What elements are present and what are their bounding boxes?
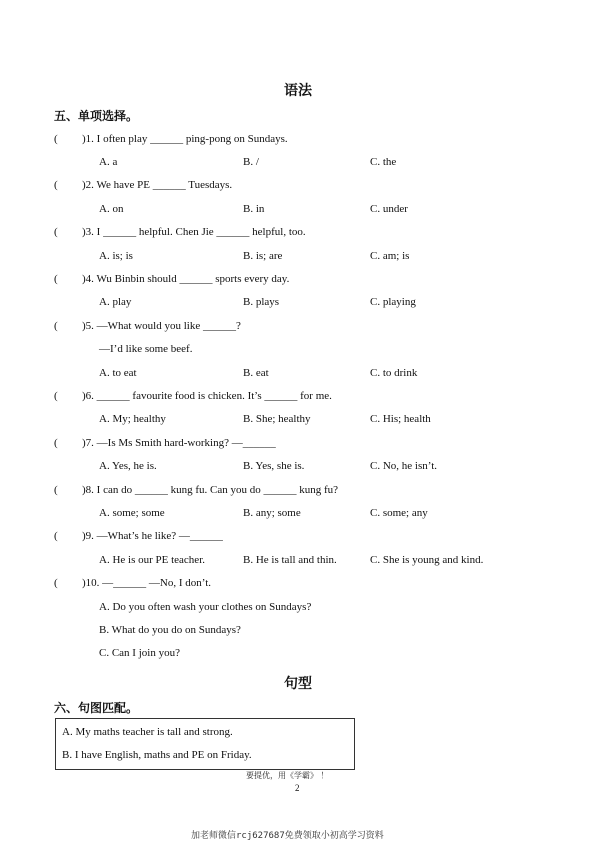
answer-blank[interactable]: ( [54,577,58,589]
page-number: 2 [295,783,300,793]
section-heading: 五、单项选择。 [54,109,139,123]
option-c: C. to drink [370,367,418,379]
answer-blank[interactable]: ( [54,273,58,285]
option-a: A. play [99,296,132,308]
option-c: C. She is young and kind. [370,554,484,566]
question-stem: )7. —Is Ms Smith hard-working? —______ [82,437,276,449]
question-stem: )1. I often play ______ ping-pong on Sundays. [82,133,288,145]
option-b: B. Yes, she is. [243,460,305,472]
option-b: B. any; some [243,507,301,519]
section-heading: 六、句图匹配。 [54,701,139,715]
option-c: C. playing [370,296,416,308]
question-stem: )6. ______ favourite food is chicken. It’s ______ for me. [82,390,332,402]
answer-blank[interactable]: ( [54,484,58,496]
option-c: C. under [370,203,408,215]
option-a: A. Do you often wash your clothes on Sundays? [99,601,312,613]
option-c: C. His; health [370,413,431,425]
question-stem: )10. —______ —No, I don’t. [82,577,212,589]
sentence-item: B. I have English, maths and PE on Friday. [62,749,252,761]
option-b: B. eat [243,367,269,379]
answer-blank[interactable]: ( [54,437,58,449]
answer-blank[interactable]: ( [54,390,58,402]
option-a: A. a [99,156,118,168]
option-a: A. to eat [99,367,137,379]
option-a: A. some; some [99,507,165,519]
option-a: A. He is our PE teacher. [99,554,205,566]
footer-note: 要提优，用《学霸》 ！ [246,771,329,780]
question-stem: )3. I ______ helpful. Chen Jie ______ helpful, too. [82,226,306,238]
page-title: 语法 [284,83,312,99]
dialogue-reply: —I’d like some beef. [99,343,193,355]
section-title: 句型 [284,676,312,692]
option-a: A. is; is [99,250,133,262]
option-c: C. the [370,156,397,168]
question-stem: )8. I can do ______ kung fu. Can you do ______ kung fu? [82,484,339,496]
sentence-item: A. My maths teacher is tall and strong. [62,726,233,738]
question-stem: )4. Wu Binbin should ______ sports every day. [82,273,290,285]
option-a: A. My; healthy [99,413,166,425]
answer-blank[interactable]: ( [54,320,58,332]
option-a: A. on [99,203,124,215]
option-b: B. What do you do on Sundays? [99,624,241,636]
question-stem: )9. —What’s he like? —______ [82,530,223,542]
option-c: C. some; any [370,507,428,519]
answer-blank[interactable]: ( [54,133,58,145]
sentence-box [55,718,355,770]
option-b: B. He is tall and thin. [243,554,337,566]
question-stem: )2. We have PE ______ Tuesdays. [82,179,233,191]
option-b: B. / [243,156,259,168]
option-c: C. Can I join you? [99,647,180,659]
answer-blank[interactable]: ( [54,530,58,542]
option-b: B. plays [243,296,280,308]
option-a: A. Yes, he is. [99,460,157,472]
option-c: C. am; is [370,250,410,262]
question-stem: )5. —What would you like ______? [82,320,241,332]
option-b: B. is; are [243,250,283,262]
answer-blank[interactable]: ( [54,226,58,238]
answer-blank[interactable]: ( [54,179,58,191]
option-c: C. No, he isn’t. [370,460,438,472]
watermark-text: 加老师微信rcj627687免费领取小初高学习资料 [191,831,384,841]
option-b: B. in [243,203,265,215]
option-b: B. She; healthy [243,413,311,425]
